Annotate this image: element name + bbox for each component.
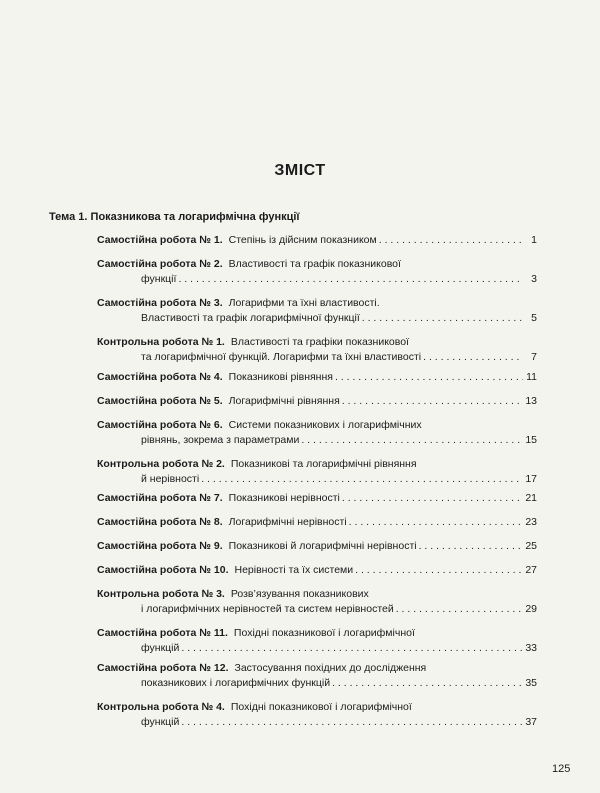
toc-entry[interactable] <box>97 539 537 554</box>
toc-entry[interactable] <box>97 700 537 729</box>
toc-line <box>97 587 537 602</box>
toc-entry-title: показникових і логарифмічних функцій <box>141 676 331 689</box>
leader-dots <box>181 641 523 656</box>
leader-dots <box>342 491 523 506</box>
toc-line <box>97 472 537 487</box>
toc-entry-kind: Контрольна робота № 3. <box>97 588 225 600</box>
toc-entry-title: й нерівності <box>141 472 200 485</box>
toc-entry-title: Показникові рівняння <box>228 371 333 383</box>
toc-entry[interactable] <box>97 394 537 409</box>
toc-entry[interactable] <box>97 335 537 364</box>
toc-line <box>97 641 537 656</box>
toc-entry-title: функції <box>141 272 177 285</box>
leader-dots <box>362 311 523 326</box>
toc-entry-title: Властивості та графік логарифмічної функції <box>141 311 360 324</box>
toc-entry-title: Нерівності та їх системи <box>234 564 354 576</box>
leader-dots <box>355 563 523 578</box>
toc-entry[interactable] <box>97 418 537 447</box>
toc-entry-title: і логарифмічних нерівностей та систем нерівностей <box>141 602 394 615</box>
toc-entry-kind: Самостійна робота № 2. <box>97 258 223 270</box>
toc-entry-kind: Самостійна робота № 4. <box>97 371 223 383</box>
toc-line <box>97 296 537 311</box>
toc-entry-kind: Самостійна робота № 10. <box>97 564 229 576</box>
toc-page-number: 11 <box>526 371 537 383</box>
leader-dots <box>335 370 523 385</box>
toc-entry-kind: Самостійна робота № 11. <box>97 627 228 639</box>
leader-dots <box>349 515 523 530</box>
leader-dots <box>181 715 523 730</box>
toc-entry-kind: Самостійна робота № 1. <box>97 234 223 246</box>
toc-entry-title: Похідні показникової і логарифмічної <box>233 627 415 639</box>
toc-line <box>97 370 537 385</box>
toc-entry-kind: Самостійна робота № 7. <box>97 492 223 504</box>
toc-entry[interactable] <box>97 257 537 286</box>
toc-entry[interactable] <box>97 626 537 655</box>
toc-entry-title: Застосування похідних до дослідження <box>234 662 427 674</box>
toc-line <box>97 602 537 617</box>
leader-dots <box>423 350 523 365</box>
toc-entry-title: Логарифмічні рівняння <box>228 395 340 407</box>
toc-entry-title: Логарифми та їхні властивості. <box>228 297 380 309</box>
leader-dots <box>178 272 523 287</box>
toc-entry-title: функцій <box>141 715 180 728</box>
toc-entry-kind: Самостійна робота № 6. <box>97 419 223 431</box>
toc-page-number: 3 <box>531 272 537 285</box>
toc-line <box>97 350 537 365</box>
toc-page-number: 1 <box>531 234 537 246</box>
toc-line <box>97 563 537 578</box>
toc-page-number: 23 <box>525 516 537 528</box>
toc-entry-title: функцій <box>141 641 180 654</box>
toc-page-number: 33 <box>525 641 537 654</box>
toc-entry-title: Степінь із дійсним показником <box>228 234 377 246</box>
toc-line <box>97 539 537 554</box>
toc-page-number: 37 <box>525 715 537 728</box>
toc-line <box>97 626 537 641</box>
toc-entry-kind: Контрольна робота № 1. <box>97 336 225 348</box>
toc-entry-title: Системи показникових і логарифмічних <box>228 419 422 431</box>
leader-dots <box>419 539 523 554</box>
toc-entry-title: Показникові нерівності <box>228 492 340 504</box>
toc-line <box>97 491 537 506</box>
toc-entry-title: Властивості та графік показникової <box>228 258 401 270</box>
toc-entry-title: Розв’язування показникових <box>230 588 369 600</box>
toc-line <box>97 715 537 730</box>
toc-entry[interactable] <box>97 661 537 690</box>
toc-entry-kind: Самостійна робота № 5. <box>97 395 223 407</box>
toc-entry-kind: Самостійна робота № 3. <box>97 297 223 309</box>
toc-line <box>97 433 537 448</box>
toc-line <box>97 335 537 350</box>
toc-entry[interactable] <box>97 587 537 616</box>
leader-dots <box>332 676 523 691</box>
toc-page-number: 17 <box>525 472 537 485</box>
toc-page-number: 7 <box>531 350 537 363</box>
toc-line <box>97 233 537 248</box>
page-number: 125 <box>552 763 571 775</box>
toc-entry-kind: Самостійна робота № 8. <box>97 516 223 528</box>
toc-page-number: 35 <box>525 676 537 689</box>
leader-dots <box>396 602 523 617</box>
toc-entry-title: Логарифмічні нерівності <box>228 516 347 528</box>
toc-line <box>97 257 537 272</box>
leader-dots <box>301 433 523 448</box>
leader-dots <box>201 472 523 487</box>
toc-line <box>97 515 537 530</box>
toc-entry[interactable] <box>97 233 537 248</box>
toc-entry-kind: Самостійна робота № 9. <box>97 540 223 552</box>
toc-page-number: 13 <box>525 395 537 407</box>
toc-entry-title: Показникові й логарифмічні нерівності <box>228 540 417 552</box>
toc-entry-kind: Контрольна робота № 2. <box>97 458 225 470</box>
page-title: ЗМІСТ <box>274 162 326 179</box>
leader-dots <box>379 233 523 248</box>
toc-line <box>97 661 537 676</box>
toc-entry-title: та логарифмічної функцій. Логарифми та їхні властивості <box>141 350 422 363</box>
toc-line <box>97 457 537 472</box>
toc-line <box>97 311 537 326</box>
leader-dots <box>342 394 523 409</box>
toc-line <box>97 700 537 715</box>
toc-line <box>97 418 537 433</box>
toc-page-number: 29 <box>525 602 537 615</box>
toc-entry[interactable] <box>97 515 537 530</box>
toc-entry-kind: Контрольна робота № 4. <box>97 701 225 713</box>
toc-page-number: 15 <box>525 433 537 446</box>
toc-entry-title: Похідні показникової і логарифмічної <box>230 701 412 713</box>
toc-entry[interactable] <box>97 296 537 325</box>
toc-entry-title: Властивості та графіки показникової <box>230 336 409 348</box>
toc-page-number: 27 <box>525 564 537 576</box>
toc-entry-kind: Самостійна робота № 12. <box>97 662 229 674</box>
toc-page-number: 25 <box>525 540 537 552</box>
toc-line <box>97 676 537 691</box>
toc-line <box>97 272 537 287</box>
toc-entry[interactable] <box>97 563 537 578</box>
toc-page-number: 21 <box>525 492 537 504</box>
toc-entry[interactable] <box>97 457 537 486</box>
topic-heading: Тема 1. Показникова та логарифмічна функції <box>49 211 300 223</box>
toc-entry-title: рівнянь, зокрема з параметрами <box>141 433 300 446</box>
toc-entry[interactable] <box>97 370 537 385</box>
toc-entry-title: Показникові та логарифмічні рівняння <box>230 458 417 470</box>
toc-page-number: 5 <box>531 311 537 324</box>
toc-line <box>97 394 537 409</box>
toc-entry[interactable] <box>97 491 537 506</box>
